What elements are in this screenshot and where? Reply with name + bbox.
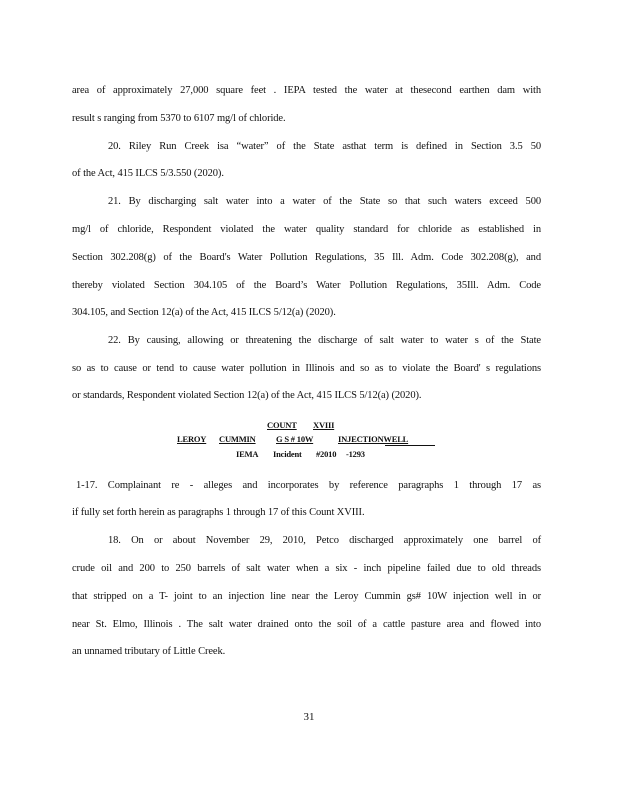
text-line: 21. By discharging salt water into a water of the State so that such waters exceed 500	[108, 196, 541, 207]
text-line: of the Act, 415 ILCS 5/3.550 (2020).	[72, 168, 224, 179]
text-line: crude oil and 200 to 250 barrels of salt water when a six - inch pipeline failed due to old threads	[72, 563, 541, 574]
text-line: thereby violated Section 304.105 of the Board’s Water Pollution Regulations, 35Ill. Adm. Code	[72, 280, 541, 291]
count-heading-iema: IEMA	[236, 449, 259, 459]
count-heading-number: #2010	[316, 449, 337, 459]
text-line: that stripped on a T- joint to an injection line near the Leroy Cummin gs# 10W injection well in or	[72, 591, 541, 602]
count-heading-leroy: LEROY	[177, 434, 207, 444]
text-line: mg/l of chloride, Respondent violated the water quality standard for chloride as established in	[72, 224, 541, 235]
text-line: an unnamed tributary of Little Creek.	[72, 646, 226, 657]
text-line: 22. By causing, allowing or threatening the discharge of salt water to water s of the State	[108, 335, 541, 346]
heading-rule	[385, 445, 435, 446]
text-line: or standards, Respondent violated Section 12(a) of the Act, 415 ILCS 5/12(a) (2020).	[72, 390, 422, 401]
count-heading-cummin: CUMMIN	[219, 434, 256, 444]
count-heading-incident: Incident	[273, 449, 302, 459]
text-line: area of approximately 27,000 square feet . IEPA tested the water at thesecond earthen dam with	[72, 85, 541, 96]
text-line: result s ranging from 5370 to 6107 mg/l of chloride.	[72, 113, 286, 124]
count-heading-label: COUNT	[267, 420, 297, 430]
count-heading-gs: G S # 10W	[276, 434, 314, 444]
text-line: if fully set forth herein as paragraphs 1 through 17 of this Count XVIII.	[72, 507, 365, 518]
count-heading-suffix: -1293	[346, 449, 365, 459]
text-line: so as to cause or tend to cause water pollution in Illinois and so as to violate the Board' s regulations	[72, 363, 541, 374]
text-line: 304.105, and Section 12(a) of the Act, 415 ILCS 5/12(a) (2020).	[72, 307, 336, 318]
text-line: 18. On or about November 29, 2010, Petco discharged approximately one barrel of	[108, 535, 541, 546]
count-heading-injection: INJECTIONWELL	[338, 434, 409, 444]
page-number: 31	[303, 711, 315, 723]
text-line: 20. Riley Run Creek isa “water” of the State asthat term is defined in Section 3.5 50	[108, 141, 541, 152]
text-line: Section 302.208(g) of the Board's Water Pollution Regulations, 35 Ill. Adm. Code 302.208(g), and	[72, 252, 541, 263]
count-heading-roman: XVIII	[313, 420, 335, 430]
text-line: 1-17. Complainant re - alleges and incorporates by reference paragraphs 1 through 17 as	[76, 480, 541, 491]
text-line: near St. Elmo, Illinois . The salt water drained onto the soil of a cattle pasture area and flowed into	[72, 619, 541, 630]
